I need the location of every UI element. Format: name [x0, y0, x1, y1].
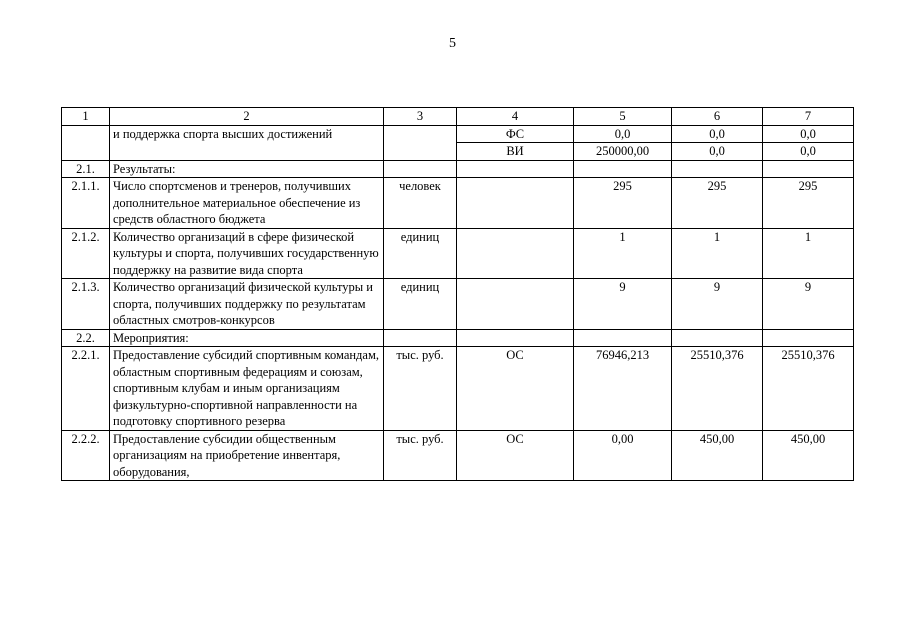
row-source	[457, 279, 574, 330]
row-col7: 295	[763, 178, 854, 229]
row-unit: единиц	[384, 279, 457, 330]
row-code: 2.2.2.	[62, 430, 110, 481]
row-code: 2.1.3.	[62, 279, 110, 330]
row-col5: 0,00	[574, 430, 672, 481]
row-source: ОС	[457, 430, 574, 481]
row-code	[62, 125, 110, 160]
row-unit: тыс. руб.	[384, 347, 457, 431]
column-header-2: 2	[110, 108, 384, 126]
table-row	[62, 125, 854, 160]
row-name: Число спортсменов и тренеров, получивших дополнительное материальное обеспечение из средств областного бюджета	[110, 178, 384, 229]
row-source	[457, 160, 574, 178]
row-name: Мероприятия:	[110, 329, 384, 347]
row-unit	[384, 160, 457, 178]
row-col5: 1	[574, 228, 672, 279]
row-col5	[574, 160, 672, 178]
row-col5	[574, 329, 672, 347]
row-col6: 25510,376	[672, 347, 763, 431]
row-name: Предоставление субсидии общественным организациям на приобретение инвентаря, оборудования,	[110, 430, 384, 481]
row-col7: 1	[763, 228, 854, 279]
table-row	[62, 329, 854, 347]
row-col7	[763, 160, 854, 178]
table-row	[62, 178, 854, 229]
row-col5	[574, 125, 672, 160]
col5-sub-1: 0,0	[614, 126, 631, 141]
row-name: Результаты:	[110, 160, 384, 178]
row-source: ОС	[457, 347, 574, 431]
row-name: Количество организаций физической культуры и спорта, получивших поддержку по результатам областных смотров-конкурсов	[110, 279, 384, 330]
column-number-row	[62, 108, 854, 126]
row-col7: 9	[763, 279, 854, 330]
row-col7: 25510,376	[763, 347, 854, 431]
row-col7	[763, 125, 854, 160]
row-col6: 1	[672, 228, 763, 279]
source-sub-2: ВИ	[457, 142, 573, 160]
column-header-7: 7	[763, 108, 854, 126]
column-header-3: 3	[384, 108, 457, 126]
row-code: 2.1.2.	[62, 228, 110, 279]
column-header-1: 1	[62, 108, 110, 126]
row-name: Количество организаций в сфере физической культуры и спорта, получивших государственную поддержку на развитие вида спорта	[110, 228, 384, 279]
row-col5: 76946,213	[574, 347, 672, 431]
row-unit	[384, 125, 457, 160]
row-col6: 450,00	[672, 430, 763, 481]
table-row	[62, 347, 854, 431]
table-row	[62, 228, 854, 279]
row-col6: 9	[672, 279, 763, 330]
row-unit	[384, 329, 457, 347]
column-header-5: 5	[574, 108, 672, 126]
row-col5: 9	[574, 279, 672, 330]
row-col6	[672, 125, 763, 160]
col5-sub-2: 250000,00	[574, 142, 671, 160]
row-source	[457, 329, 574, 347]
row-code: 2.1.	[62, 160, 110, 178]
row-col7	[763, 329, 854, 347]
row-col6	[672, 160, 763, 178]
row-code: 2.1.1.	[62, 178, 110, 229]
program-indicators-table	[61, 107, 854, 481]
row-unit: человек	[384, 178, 457, 229]
row-code: 2.2.	[62, 329, 110, 347]
col7-sub-1: 0,0	[800, 126, 816, 141]
column-header-6: 6	[672, 108, 763, 126]
col7-sub-2: 0,0	[763, 142, 853, 160]
row-col7: 450,00	[763, 430, 854, 481]
table-row	[62, 279, 854, 330]
row-name: и поддержка спорта высших достижений	[110, 125, 384, 160]
row-code: 2.2.1.	[62, 347, 110, 431]
table-row	[62, 430, 854, 481]
col6-sub-2: 0,0	[672, 142, 762, 160]
source-sub-1: ФС	[505, 126, 525, 141]
row-col6: 295	[672, 178, 763, 229]
row-source	[457, 178, 574, 229]
column-header-4: 4	[457, 108, 574, 126]
row-source	[457, 125, 574, 160]
row-unit: единиц	[384, 228, 457, 279]
row-col5: 295	[574, 178, 672, 229]
row-source	[457, 228, 574, 279]
row-unit: тыс. руб.	[384, 430, 457, 481]
page-number: 5	[449, 36, 456, 51]
row-col6	[672, 329, 763, 347]
col6-sub-1: 0,0	[709, 126, 725, 141]
table-row	[62, 160, 854, 178]
row-name: Предоставление субсидий спортивным командам, областным спортивным федерациям и союзам, спортивным клубам и иным организациям физкультурно-спортивной направленности на подготовку спортивного резерва	[110, 347, 384, 431]
